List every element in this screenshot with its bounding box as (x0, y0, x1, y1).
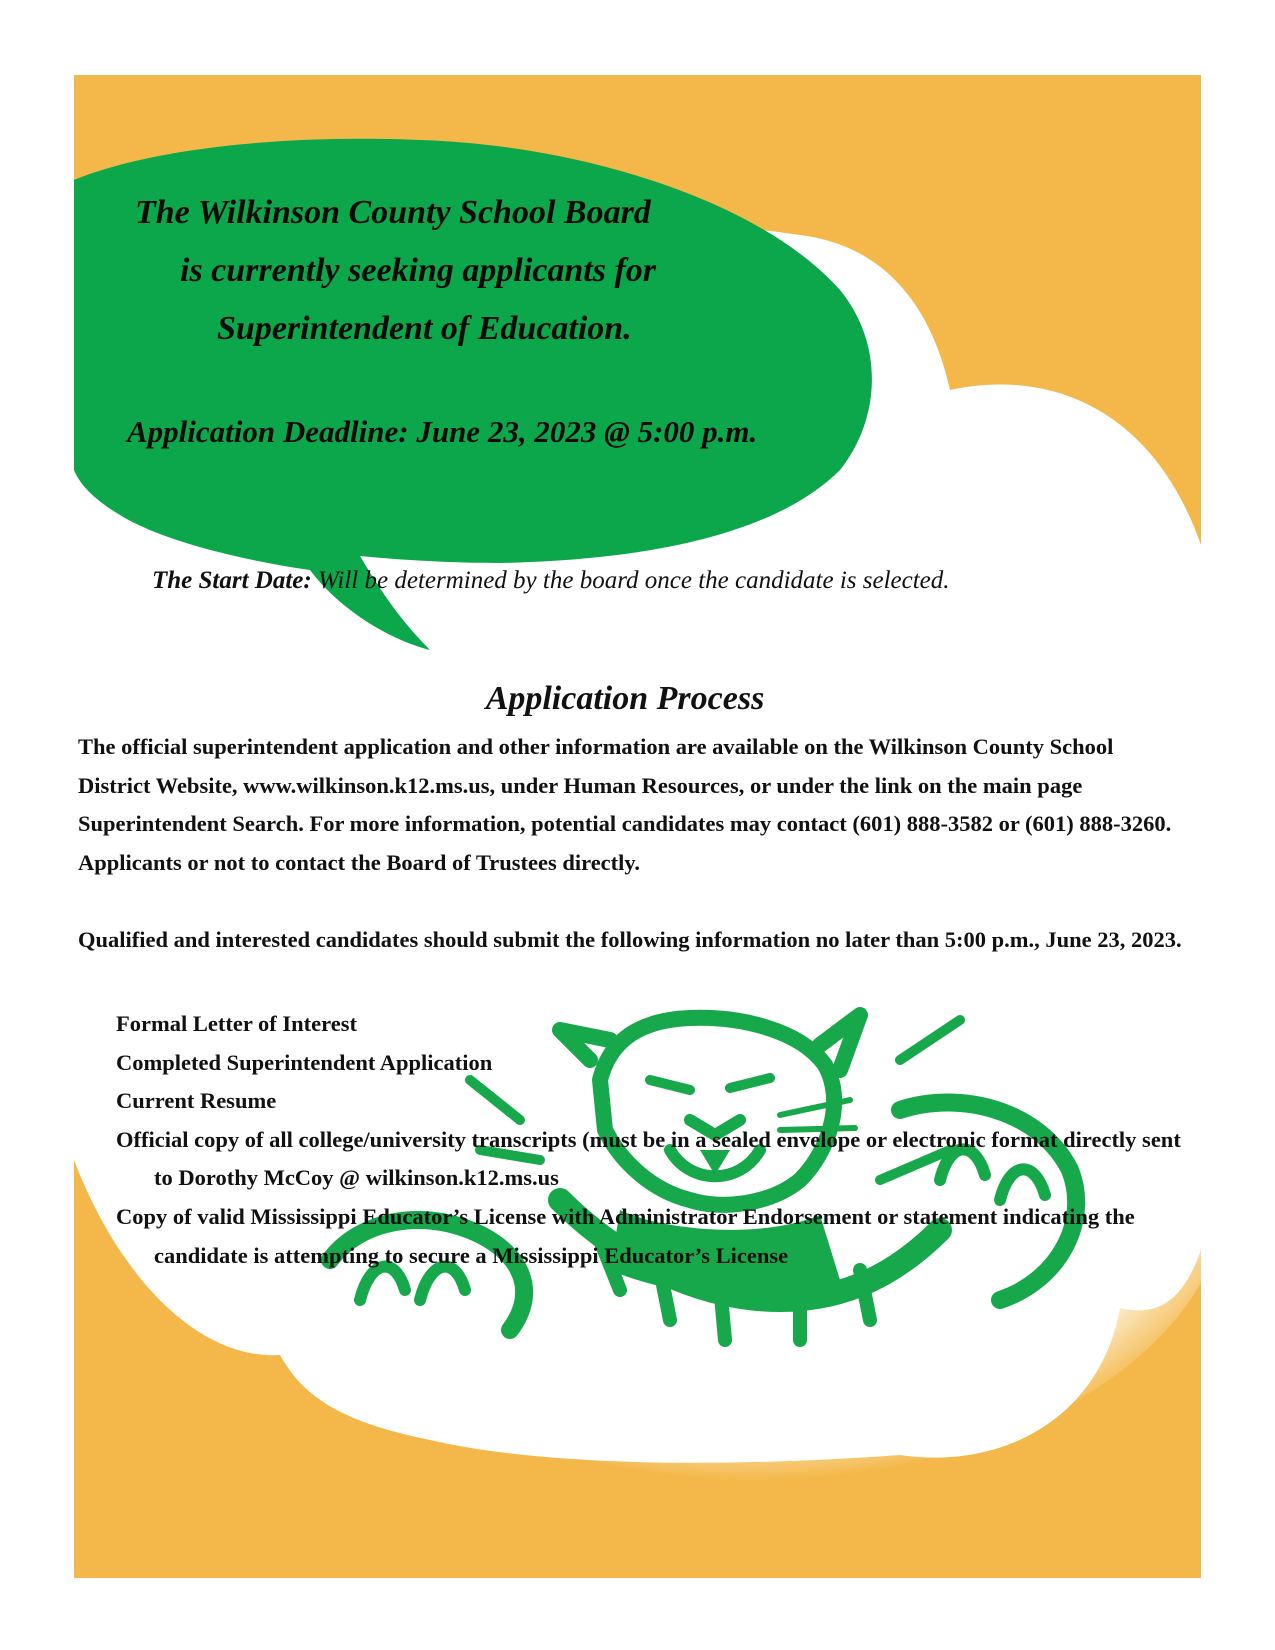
application-deadline: Application Deadline: June 23, 2023 @ 5:00 p.m. (127, 414, 758, 449)
submission-instructions-paragraph: Qualified and interested candidates should submit the following information no later than 5:00 p.m., June 23, 2023. (78, 927, 1182, 952)
requirements-list (116, 1005, 1191, 1275)
headline-line-2: is currently seeking applicants for (180, 252, 657, 289)
requirement-item: Current Resume (116, 1088, 277, 1114)
headline-line-3: Superintendent of Education. (217, 310, 632, 347)
requirement-item: Formal Letter of Interest (116, 1011, 357, 1036)
start-date-label: The Start Date: (152, 567, 312, 594)
requirement-item: Copy of valid Mississippi Educator’s License with Administrator Endorsement or statement indicating the candidate is attempting to secure a Mississippi Educator’s License (116, 1203, 1135, 1268)
headline-line-1: The Wilkinson County School Board (135, 194, 651, 231)
application-info-paragraph: The official superintendent application and other information are available on the Wilkinson County School District Website, www.wilkinson.k12.ms.us, under Human Resources, or under the link on the main page Superintendent Search. For more information, potential candidates may contact (601) 888-3582 or (601) 888-3260. Applicants or not to contact the Board of Trustees directly. (78, 734, 1172, 875)
requirement-item: Official copy of all college/university transcripts (must be in a sealed envelope or electronic format directly sent to Dorothy McCoy @ wilkinson.k12.ms.us (116, 1126, 1181, 1191)
section-title: Application Process (485, 680, 765, 717)
start-date (152, 566, 950, 596)
start-date-value: Will be determined by the board once the candidate is selected. (317, 567, 950, 594)
requirement-item: Completed Superintendent Application (116, 1049, 493, 1075)
